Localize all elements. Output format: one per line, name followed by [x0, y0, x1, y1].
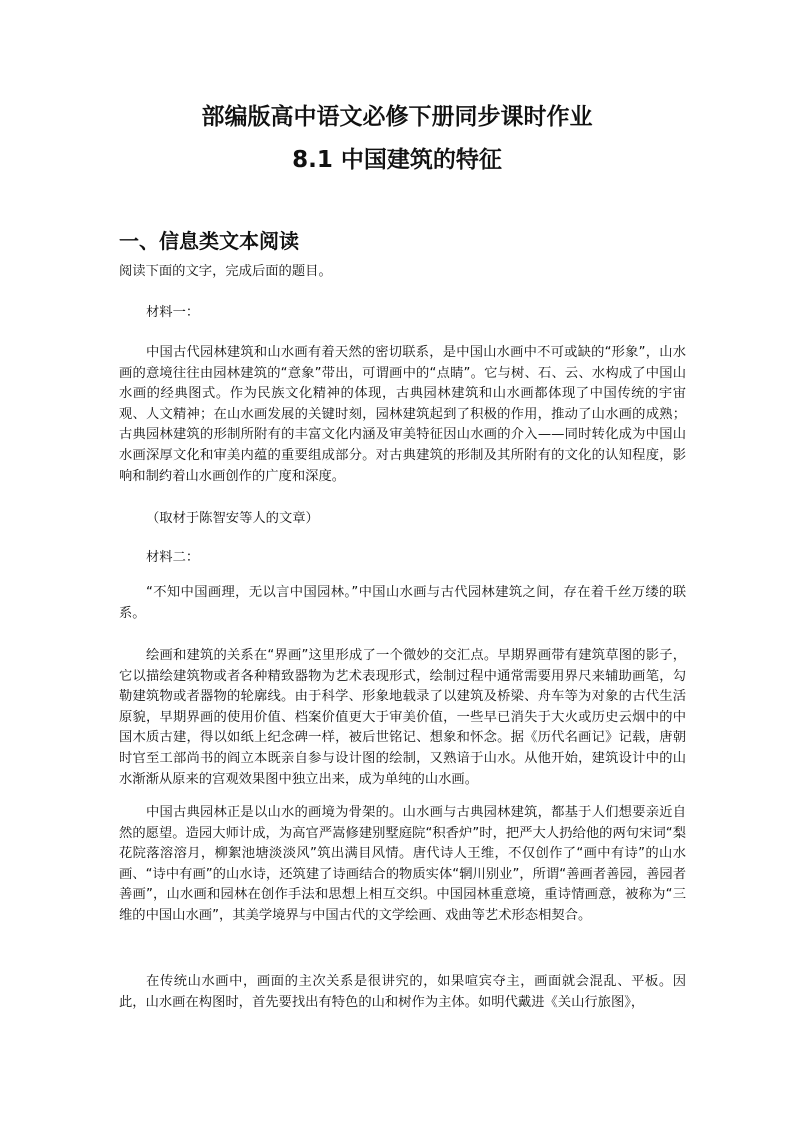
material1-label: 材料一：	[146, 305, 200, 320]
material2-paragraph-3: 在传统山水画中，画面的主次关系是很讲究的，如果喧宾夺主，画面就会混乱、平板。因此，山水画在构图时，首先要找出有特色的山和树作为主体。如明代戴进《关山行旅图》，	[119, 974, 686, 1010]
document-subtitle: 8.1 中国建筑的特征	[292, 147, 502, 173]
material1-paragraph: 中国古代园林建筑和山水画有着天然的密切联系，是中国山水画中不可或缺的“形象”，山水画的意境往往由园林建筑的“意象”带出，可谓画中的“点睛”。它与树、石、云、水构成了中国山水画的经典图式。作为民族文化精神的体现，古典园林建筑和山水画都体现了中国传统的宇宙观、人文精神；在山水画发展的关键时刻，园林建筑起到了积极的作用，推动了山水画的成熟；古典园林建筑的形制所附有的丰富文化内涵及审美特征因山水画的介入——同时转化成为中国山水画深厚文化和审美内蕴的重要组成部分。对古典建筑的形制及其所附有的文化的认知程度，影响和制约着山水画创作的广度和深度。	[119, 345, 686, 484]
section-heading: 一、信息类文本阅读	[119, 229, 299, 253]
material1-source: （取材于陈智安等人的文章）	[146, 511, 319, 526]
material2-quote-paragraph: “不知中国画理，无以言中国园林。”中国山水画与古代园林建筑之间，存在着千丝万缕的联系。	[119, 585, 686, 621]
material2-label: 材料二：	[146, 550, 200, 565]
material2-paragraph-1: 绘画和建筑的关系在“界画”这里形成了一个微妙的交汇点。早期界画带有建筑草图的影子，它以描绘建筑物或者各种精致器物为艺术表现形式，绘制过程中通常需要用界尺来辅助画笔，勾勒建筑物或者器物的轮廓线。由于科学、形象地载录了以建筑及桥梁、舟车等为对象的古代生活原貌，早期界画的使用价值、档案价值更大于审美价值，一些早已消失于大火或历史云烟中的中国木质古建，得以如纸上纪念碑一样，被后世铭记、想象和怀念。据《历代名画记》记载，唐朝时官至工部尚书的阎立本既亲自参与设计图的绘制，又熟谙于山水。从他开始，建筑设计中的山水渐渐从原来的宫观效果图中独立出来，成为单纯的山水画。	[119, 648, 686, 787]
material2-paragraph-2: 中国古典园林正是以山水的画境为骨架的。山水画与古典园林建筑，都基于人们想要亲近自然的愿望。造园大师计成，为高官严嵩修建别墅庭院“积香炉”时，把严大人扔给他的两句宋词“梨花院落溶溶月，柳絮池塘淡淡风”筑出满目风情。唐代诗人王维，不仅创作了“画中有诗”的山水画、“诗中有画”的山水诗，还筑建了诗画结合的物质实体“辋川别业”，所谓“善画者善园，善园者善画”，山水画和园林在创作手法和思想上相互交织。中国园林重意境，重诗情画意，被称为“三维的中国山水画”，其美学境界与中国古代的文学绘画、戏曲等艺术形态相契合。	[119, 805, 686, 923]
document-title: 部编版高中语文必修下册同步课时作业	[201, 104, 593, 130]
instruction-text: 阅读下面的文字，完成后面的题目。	[119, 264, 332, 279]
